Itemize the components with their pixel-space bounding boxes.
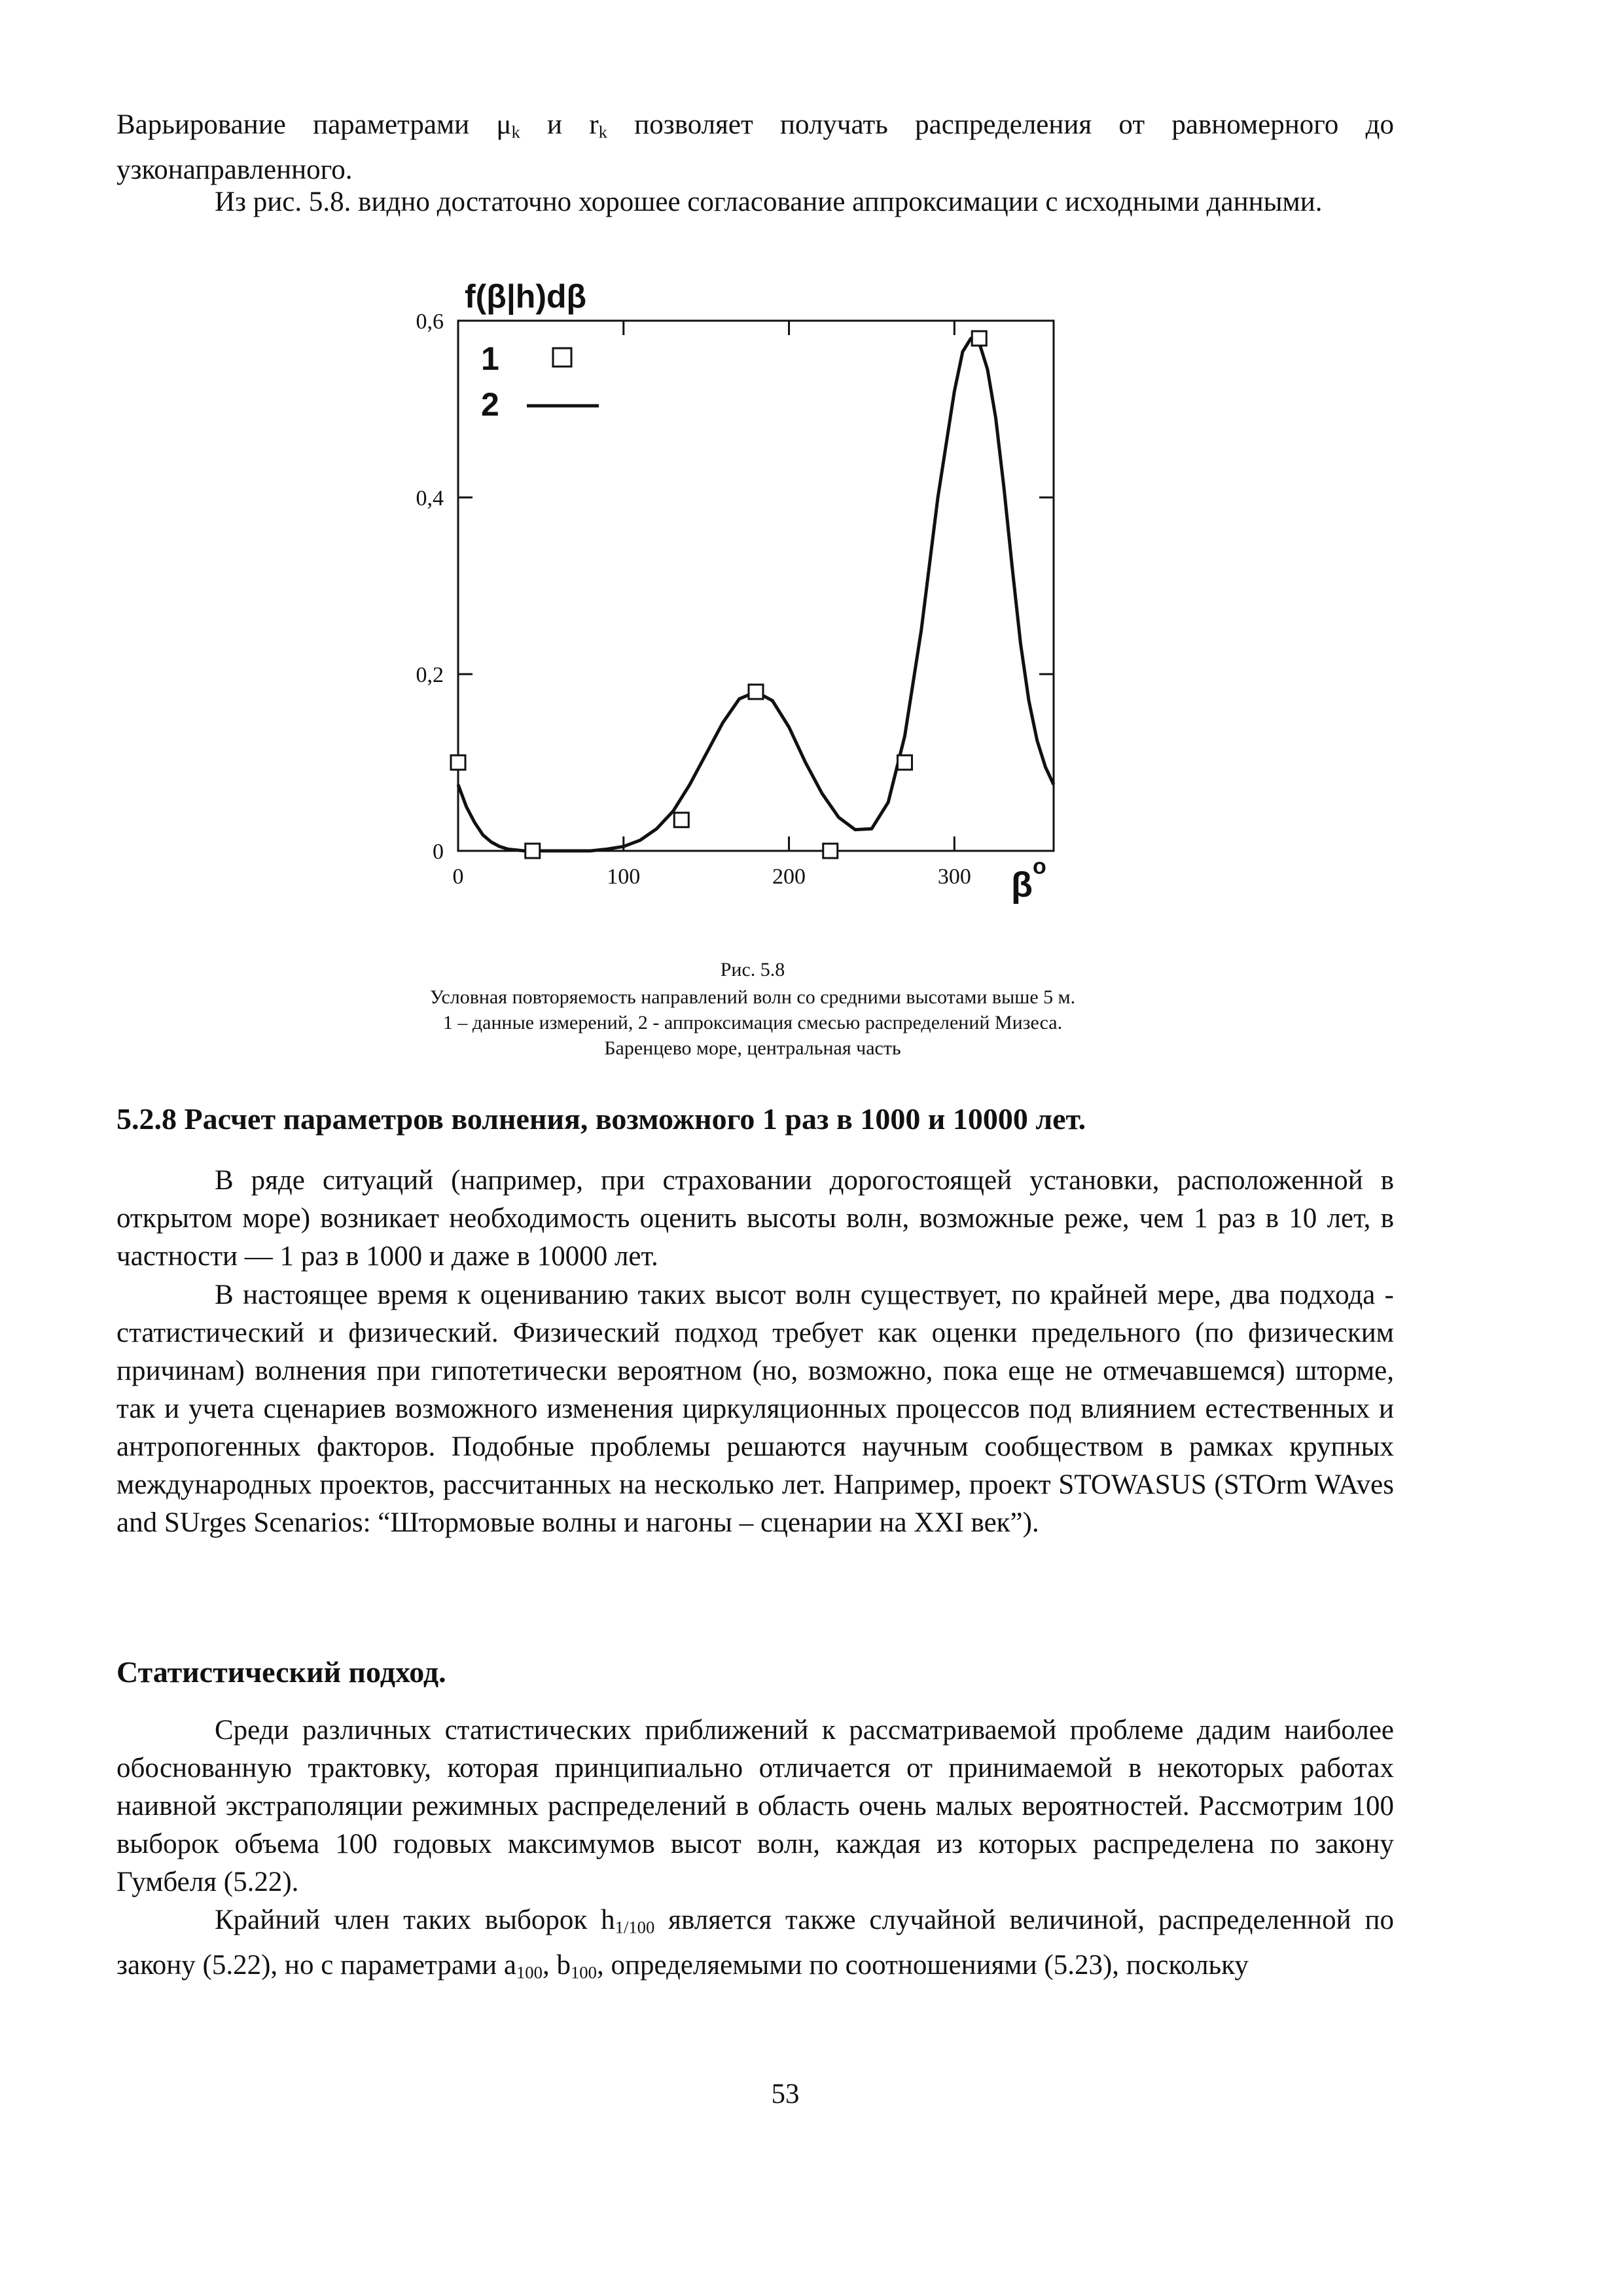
y-tick-label: 0 [433, 840, 444, 864]
paragraph-4-text-c: , b [542, 1949, 571, 1981]
legend-label-1: 1 [481, 340, 499, 377]
mu-subscript: k [511, 122, 520, 142]
approximation-curve [458, 338, 1054, 851]
plot-frame [458, 321, 1054, 851]
paragraph-4 [116, 1901, 1394, 1991]
data-marker [898, 755, 912, 770]
figure-reference-paragraph: Из рис. 5.8. видно достаточно хорошее согласование аппроксимации с исходными данными. [215, 187, 1323, 217]
x-tick-label: 300 [937, 865, 971, 889]
paragraph-1: В ряде ситуаций (например, при страховании дорогостоящей установки, расположенной в открытом море) возникает необходимость оценить высоты волн, возможные реже, чем 1 раз в 10 лет, в частности — 1 раз в 1000 и даже в 10000 лет. [116, 1165, 1394, 1272]
figure-caption-line-2: 1 – данные измерений, 2 - аппроксимация смесью распределений Мизеса. [442, 1012, 1063, 1033]
intro-rest-text: позволяет получать распределения от равномерного до узконаправленного. [116, 109, 1394, 185]
paragraph-4-text-a: Крайний член таких выборок h [215, 1905, 615, 1935]
x-tick-label: 200 [772, 865, 806, 889]
figure-caption-line-1: Условная повторяемость направлений волн со средними высотами выше 5 м. [429, 986, 1076, 1008]
data-marker [823, 844, 838, 858]
h-subscript: 1/100 [615, 1917, 655, 1937]
r-subscript: k [598, 122, 607, 142]
data-marker [749, 685, 763, 699]
intro-text: Варьирование параметрами μ [116, 109, 512, 140]
data-marker [972, 331, 986, 346]
paragraph-4-text-b: является также случайной величиной, распределенной по закону (5.22), но с параметрами a [116, 1905, 1394, 1981]
intro-paragraph [116, 106, 1394, 189]
x-tick-label: 100 [607, 865, 641, 889]
a-subscript: 100 [516, 1962, 543, 1982]
x-axis-label: β [1011, 865, 1033, 905]
chart [366, 268, 1139, 942]
y-tick-label: 0,4 [416, 486, 444, 511]
axis-ticks [458, 321, 1054, 851]
data-marker [451, 755, 465, 770]
data-marker [674, 813, 688, 827]
y-tick-label: 0,6 [416, 310, 444, 334]
x-axis-label-degree: o [1033, 854, 1046, 879]
legend-marker-square [553, 348, 571, 367]
x-tick-label: 0 [452, 865, 464, 889]
data-markers [451, 331, 986, 858]
page-number: 53 [771, 2079, 800, 2109]
figure-caption-line-3: Баренцево море, центральная часть [604, 1037, 901, 1059]
b-subscript: 100 [570, 1962, 597, 1982]
figure-5-8 [366, 268, 1139, 942]
paragraph-2: В настоящее время к оцениванию таких высот волн существует, по крайней мере, два подхода - статистический и физический. Физический подход требует как оценки предельного (по физическим причинам) волнения при гипотетически вероятном (но, возможно, пока еще не отмечавшемся) шторме, так и учета сценариев возможного изменения циркуляционных процессов под влиянием естественных и антропогенных факторов. Подобные проблемы решаются научным сообществом в рамках крупных международных проектов, рассчитанных на несколько лет. Например, проект STOWASUS (STOrm WAves and SUrges Scenarios: “Штормовые волны и нагоны – сценарии на XXI век”). [116, 1280, 1394, 1538]
legend-label-2: 2 [481, 386, 499, 423]
figure-caption-number: Рис. 5.8 [720, 959, 785, 980]
section-heading: 5.2.8 Расчет параметров волнения, возможного 1 раз в 1000 и 10000 лет. [116, 1102, 1086, 1136]
paragraph-3: Среди различных статистических приближений к рассматриваемой проблеме дадим наиболее обоснованную трактовку, которая принципиально отличается от принимаемой в некоторых работах наивной экстраполяции режимных распределений в область очень малых вероятностей. Рассмотрим 100 выборок объема 100 годовых максимумов высот волн, каждая из которых распределена по закону Гумбеля (5.22). [116, 1715, 1394, 1897]
data-marker [526, 844, 540, 858]
paragraph-4-text-d: , определяемыми по соотношениями (5.23), поскольку [596, 1949, 1249, 1981]
y-tick-label: 0,2 [416, 663, 444, 687]
chart-title: f(β|h)dβ [465, 278, 587, 315]
intro-and-text: и r [520, 109, 599, 140]
legend [481, 340, 599, 423]
subheading-statistical: Статистический подход. [116, 1655, 446, 1689]
